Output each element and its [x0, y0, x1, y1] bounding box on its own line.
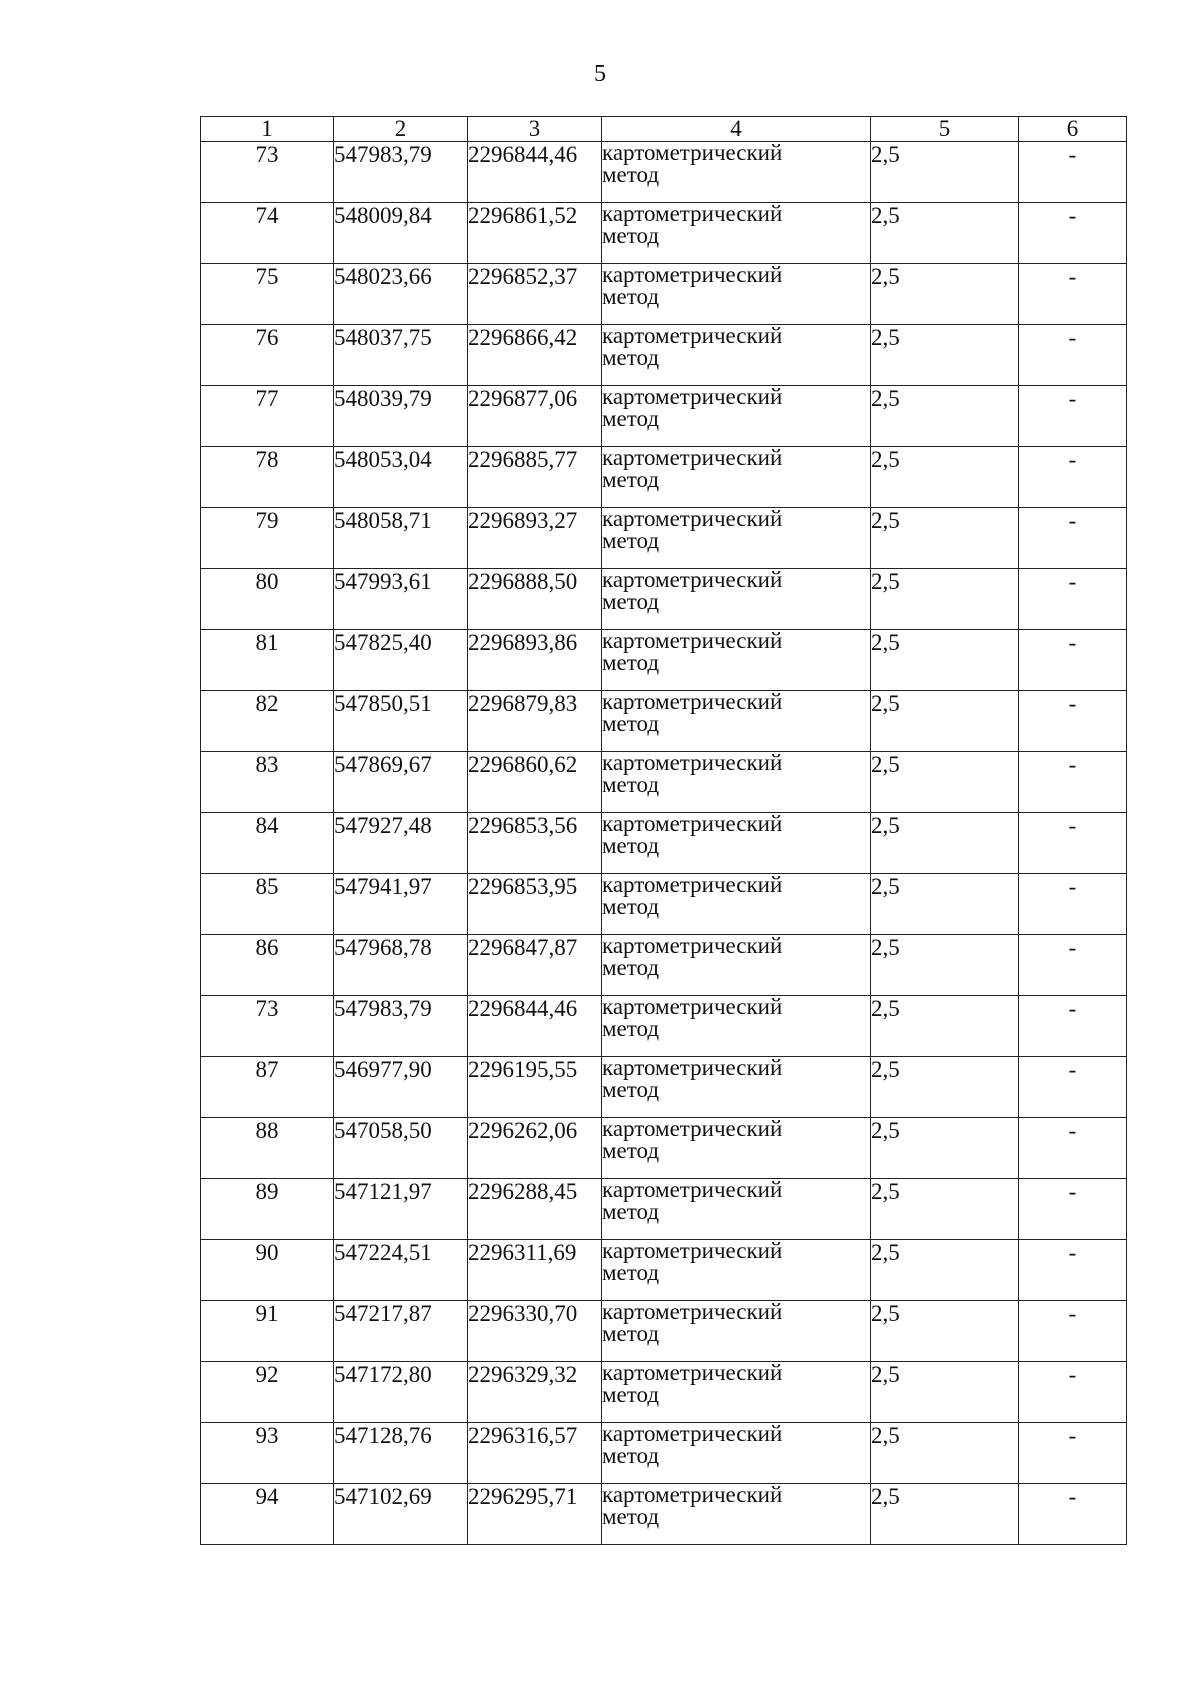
- table-row: [201, 569, 1127, 630]
- y-coordinate-cell: 2296311,69: [468, 1240, 602, 1301]
- method-line-1: картометрический: [602, 751, 783, 775]
- y-coordinate-cell: 2296888,50: [468, 569, 602, 630]
- column-header: 1: [201, 117, 334, 142]
- table-row: [201, 508, 1127, 569]
- method-line-2: метод: [602, 1382, 660, 1407]
- y-coordinate-cell: 2296844,46: [468, 996, 602, 1057]
- coordinates-table: [200, 116, 1127, 1545]
- method-cell: [602, 691, 871, 752]
- point-number-cell: 83: [201, 752, 334, 813]
- y-coordinate-cell: 2296893,27: [468, 508, 602, 569]
- point-number-cell: 86: [201, 935, 334, 996]
- x-coordinate-cell: 546977,90: [334, 1057, 468, 1118]
- x-coordinate-cell: 547968,78: [334, 935, 468, 996]
- method-line-1: картометрический: [602, 1300, 783, 1324]
- method-line-2: метод: [602, 1260, 660, 1285]
- table-row: [201, 1301, 1127, 1362]
- y-coordinate-cell: 2296852,37: [468, 264, 602, 325]
- x-coordinate-cell: 547927,48: [334, 813, 468, 874]
- method-line-2: метод: [602, 772, 660, 797]
- method-line-1: картометрический: [602, 324, 783, 348]
- accuracy-cell: 2,5: [871, 752, 1019, 813]
- point-number-cell: 76: [201, 325, 334, 386]
- method-line-2: метод: [602, 589, 660, 614]
- accuracy-cell: 2,5: [871, 1240, 1019, 1301]
- x-coordinate-cell: 547217,87: [334, 1301, 468, 1362]
- description-cell: -: [1019, 996, 1127, 1057]
- accuracy-cell: 2,5: [871, 264, 1019, 325]
- method-line-1: картометрический: [602, 507, 783, 531]
- method-cell: [602, 447, 871, 508]
- y-coordinate-cell: 2296860,62: [468, 752, 602, 813]
- description-cell: -: [1019, 447, 1127, 508]
- method-line-1: картометрический: [602, 873, 783, 897]
- point-number-cell: 84: [201, 813, 334, 874]
- method-cell: [602, 874, 871, 935]
- method-cell: [602, 1484, 871, 1545]
- method-cell: [602, 752, 871, 813]
- method-cell: [602, 569, 871, 630]
- table-row: [201, 1179, 1127, 1240]
- y-coordinate-cell: 2296877,06: [468, 386, 602, 447]
- table-row: [201, 1057, 1127, 1118]
- accuracy-cell: 2,5: [871, 630, 1019, 691]
- point-number-cell: 79: [201, 508, 334, 569]
- table-row: [201, 142, 1127, 203]
- method-line-1: картометрический: [602, 934, 783, 958]
- method-line-1: картометрический: [602, 568, 783, 592]
- table-row: [201, 264, 1127, 325]
- method-line-1: картометрический: [602, 1361, 783, 1385]
- table-row: [201, 447, 1127, 508]
- description-cell: -: [1019, 1179, 1127, 1240]
- description-cell: -: [1019, 1118, 1127, 1179]
- x-coordinate-cell: 547869,67: [334, 752, 468, 813]
- method-cell: [602, 1057, 871, 1118]
- table-row: [201, 1362, 1127, 1423]
- x-coordinate-cell: 548023,66: [334, 264, 468, 325]
- x-coordinate-cell: 547825,40: [334, 630, 468, 691]
- point-number-cell: 73: [201, 996, 334, 1057]
- point-number-cell: 75: [201, 264, 334, 325]
- method-line-2: метод: [602, 894, 660, 919]
- description-cell: -: [1019, 1423, 1127, 1484]
- column-header: 6: [1019, 117, 1127, 142]
- table-row: [201, 1240, 1127, 1301]
- x-coordinate-cell: 547128,76: [334, 1423, 468, 1484]
- y-coordinate-cell: 2296853,56: [468, 813, 602, 874]
- page-number: 5: [594, 61, 606, 87]
- point-number-cell: 88: [201, 1118, 334, 1179]
- x-coordinate-cell: 547983,79: [334, 996, 468, 1057]
- method-line-2: метод: [602, 467, 660, 492]
- x-coordinate-cell: 547941,97: [334, 874, 468, 935]
- method-cell: [602, 813, 871, 874]
- method-line-2: метод: [602, 1321, 660, 1346]
- method-line-1: картометрический: [602, 1483, 783, 1507]
- method-line-2: метод: [602, 223, 660, 248]
- x-coordinate-cell: 547850,51: [334, 691, 468, 752]
- y-coordinate-cell: 2296853,95: [468, 874, 602, 935]
- description-cell: -: [1019, 142, 1127, 203]
- point-number-cell: 74: [201, 203, 334, 264]
- accuracy-cell: 2,5: [871, 386, 1019, 447]
- column-header: 3: [468, 117, 602, 142]
- table-row: [201, 203, 1127, 264]
- method-line-2: метод: [602, 1016, 660, 1041]
- y-coordinate-cell: 2296195,55: [468, 1057, 602, 1118]
- accuracy-cell: 2,5: [871, 142, 1019, 203]
- accuracy-cell: 2,5: [871, 569, 1019, 630]
- point-number-cell: 87: [201, 1057, 334, 1118]
- accuracy-cell: 2,5: [871, 1301, 1019, 1362]
- method-line-1: картометрический: [602, 385, 783, 409]
- method-cell: [602, 1423, 871, 1484]
- x-coordinate-cell: 548009,84: [334, 203, 468, 264]
- description-cell: -: [1019, 752, 1127, 813]
- method-line-2: метод: [602, 1199, 660, 1224]
- accuracy-cell: 2,5: [871, 203, 1019, 264]
- method-line-2: метод: [602, 162, 660, 187]
- accuracy-cell: 2,5: [871, 1484, 1019, 1545]
- description-cell: -: [1019, 1240, 1127, 1301]
- method-cell: [602, 325, 871, 386]
- description-cell: -: [1019, 691, 1127, 752]
- method-line-1: картометрический: [602, 1422, 783, 1446]
- method-line-2: метод: [602, 1138, 660, 1163]
- method-line-1: картометрический: [602, 1239, 783, 1263]
- accuracy-cell: 2,5: [871, 996, 1019, 1057]
- accuracy-cell: 2,5: [871, 1179, 1019, 1240]
- description-cell: -: [1019, 1484, 1127, 1545]
- description-cell: -: [1019, 508, 1127, 569]
- y-coordinate-cell: 2296295,71: [468, 1484, 602, 1545]
- point-number-cell: 85: [201, 874, 334, 935]
- point-number-cell: 89: [201, 1179, 334, 1240]
- method-line-2: метод: [602, 955, 660, 980]
- table-row: [201, 630, 1127, 691]
- column-header: 2: [334, 117, 468, 142]
- method-line-1: картометрический: [602, 202, 783, 226]
- method-line-1: картометрический: [602, 1117, 783, 1141]
- method-line-2: метод: [602, 833, 660, 858]
- x-coordinate-cell: 548039,79: [334, 386, 468, 447]
- point-number-cell: 73: [201, 142, 334, 203]
- point-number-cell: 77: [201, 386, 334, 447]
- method-line-1: картометрический: [602, 141, 783, 165]
- x-coordinate-cell: 548058,71: [334, 508, 468, 569]
- accuracy-cell: 2,5: [871, 508, 1019, 569]
- method-cell: [602, 996, 871, 1057]
- description-cell: -: [1019, 325, 1127, 386]
- column-header: 4: [602, 117, 871, 142]
- description-cell: -: [1019, 630, 1127, 691]
- y-coordinate-cell: 2296866,42: [468, 325, 602, 386]
- table-row: [201, 386, 1127, 447]
- x-coordinate-cell: 547121,97: [334, 1179, 468, 1240]
- description-cell: -: [1019, 1301, 1127, 1362]
- method-line-1: картометрический: [602, 1056, 783, 1080]
- method-cell: [602, 142, 871, 203]
- table-row: [201, 1118, 1127, 1179]
- accuracy-cell: 2,5: [871, 447, 1019, 508]
- point-number-cell: 91: [201, 1301, 334, 1362]
- point-number-cell: 93: [201, 1423, 334, 1484]
- y-coordinate-cell: 2296316,57: [468, 1423, 602, 1484]
- accuracy-cell: 2,5: [871, 691, 1019, 752]
- y-coordinate-cell: 2296893,86: [468, 630, 602, 691]
- point-number-cell: 81: [201, 630, 334, 691]
- y-coordinate-cell: 2296879,83: [468, 691, 602, 752]
- point-number-cell: 82: [201, 691, 334, 752]
- point-number-cell: 78: [201, 447, 334, 508]
- y-coordinate-cell: 2296262,06: [468, 1118, 602, 1179]
- y-coordinate-cell: 2296330,70: [468, 1301, 602, 1362]
- point-number-cell: 80: [201, 569, 334, 630]
- method-cell: [602, 264, 871, 325]
- method-line-2: метод: [602, 284, 660, 309]
- description-cell: -: [1019, 1362, 1127, 1423]
- description-cell: -: [1019, 264, 1127, 325]
- y-coordinate-cell: 2296288,45: [468, 1179, 602, 1240]
- x-coordinate-cell: 548037,75: [334, 325, 468, 386]
- method-line-1: картометрический: [602, 995, 783, 1019]
- method-line-2: метод: [602, 1077, 660, 1102]
- y-coordinate-cell: 2296861,52: [468, 203, 602, 264]
- description-cell: -: [1019, 569, 1127, 630]
- description-cell: -: [1019, 1057, 1127, 1118]
- method-cell: [602, 386, 871, 447]
- method-line-1: картометрический: [602, 812, 783, 836]
- method-cell: [602, 508, 871, 569]
- table-row: [201, 1423, 1127, 1484]
- point-number-cell: 94: [201, 1484, 334, 1545]
- y-coordinate-cell: 2296885,77: [468, 447, 602, 508]
- method-cell: [602, 1362, 871, 1423]
- method-line-2: метод: [602, 345, 660, 370]
- description-cell: -: [1019, 203, 1127, 264]
- x-coordinate-cell: 547172,80: [334, 1362, 468, 1423]
- accuracy-cell: 2,5: [871, 935, 1019, 996]
- description-cell: -: [1019, 935, 1127, 996]
- description-cell: -: [1019, 813, 1127, 874]
- method-line-2: метод: [602, 1443, 660, 1468]
- method-line-2: метод: [602, 406, 660, 431]
- method-line-1: картометрический: [602, 446, 783, 470]
- x-coordinate-cell: 547983,79: [334, 142, 468, 203]
- method-cell: [602, 1240, 871, 1301]
- description-cell: -: [1019, 874, 1127, 935]
- method-cell: [602, 1118, 871, 1179]
- accuracy-cell: 2,5: [871, 813, 1019, 874]
- method-cell: [602, 1179, 871, 1240]
- method-line-2: метод: [602, 1504, 660, 1529]
- method-cell: [602, 203, 871, 264]
- method-line-2: метод: [602, 650, 660, 675]
- y-coordinate-cell: 2296844,46: [468, 142, 602, 203]
- point-number-cell: 92: [201, 1362, 334, 1423]
- accuracy-cell: 2,5: [871, 1057, 1019, 1118]
- table-row: [201, 813, 1127, 874]
- table-row: [201, 996, 1127, 1057]
- accuracy-cell: 2,5: [871, 874, 1019, 935]
- table-row: [201, 752, 1127, 813]
- x-coordinate-cell: 547224,51: [334, 1240, 468, 1301]
- table-header-row: [201, 117, 1127, 142]
- accuracy-cell: 2,5: [871, 1118, 1019, 1179]
- method-cell: [602, 630, 871, 691]
- method-line-1: картометрический: [602, 690, 783, 714]
- method-line-1: картометрический: [602, 1178, 783, 1202]
- column-header: 5: [871, 117, 1019, 142]
- method-cell: [602, 935, 871, 996]
- description-cell: -: [1019, 386, 1127, 447]
- point-number-cell: 90: [201, 1240, 334, 1301]
- method-line-2: метод: [602, 711, 660, 736]
- accuracy-cell: 2,5: [871, 325, 1019, 386]
- x-coordinate-cell: 548053,04: [334, 447, 468, 508]
- x-coordinate-cell: 547102,69: [334, 1484, 468, 1545]
- method-cell: [602, 1301, 871, 1362]
- x-coordinate-cell: 547993,61: [334, 569, 468, 630]
- table-row: [201, 691, 1127, 752]
- table-row: [201, 874, 1127, 935]
- method-line-2: метод: [602, 528, 660, 553]
- accuracy-cell: 2,5: [871, 1423, 1019, 1484]
- table-row: [201, 325, 1127, 386]
- y-coordinate-cell: 2296847,87: [468, 935, 602, 996]
- method-line-1: картометрический: [602, 263, 783, 287]
- accuracy-cell: 2,5: [871, 1362, 1019, 1423]
- table-row: [201, 1484, 1127, 1545]
- table-row: [201, 935, 1127, 996]
- x-coordinate-cell: 547058,50: [334, 1118, 468, 1179]
- y-coordinate-cell: 2296329,32: [468, 1362, 602, 1423]
- method-line-1: картометрический: [602, 629, 783, 653]
